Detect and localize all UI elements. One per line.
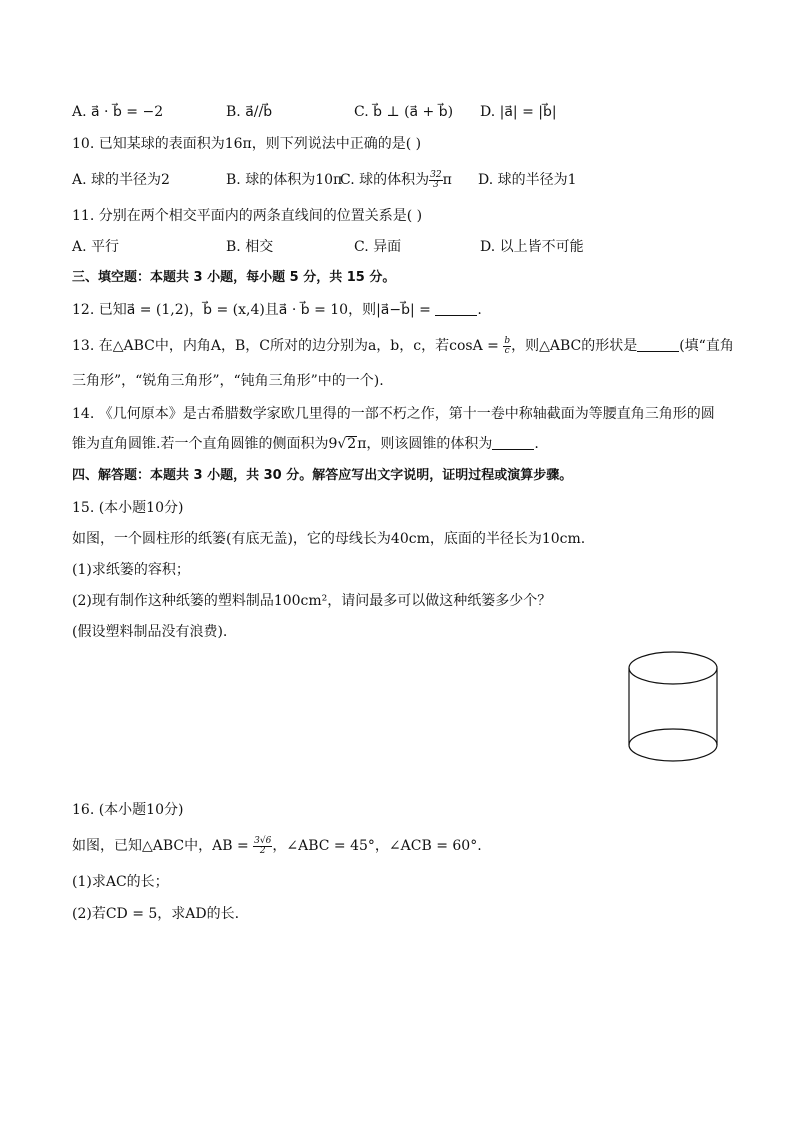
q16-part-1: (1)求AC的长； xyxy=(72,874,169,890)
q10-stem: 10. 已知某球的表面积为16π，则下列说法中正确的是( ) xyxy=(72,136,422,152)
q15-note: (假设塑料制品没有浪费). xyxy=(72,624,228,640)
q16-part-2: (2)若CD = 5，求AD的长. xyxy=(72,906,240,922)
fraction-numerator: 3√6 xyxy=(254,835,272,846)
fraction-numerator: b xyxy=(504,335,511,346)
q16-line-1 xyxy=(72,836,482,856)
q14-line-1: 14. 《几何原本》是古希腊数学家欧几里得的一部不朽之作，第十一卷中称轴截面为等腰直角三角形的圆 xyxy=(72,406,715,422)
q16-stem-b: ，∠ABC = 45°，∠ACB = 60°. xyxy=(272,838,482,854)
q11-option-a[interactable]: A. 平行 xyxy=(72,239,120,255)
q9-option-c[interactable]: C. b⃗ ⊥ (a⃗ + b⃗) xyxy=(354,104,454,120)
q12-stem: 12. 已知a⃗ = (1,2)，b⃗ = (x,4)且a⃗ · b⃗ = 10，则|a⃗−b⃗| = xyxy=(72,302,436,318)
q15-part-1: (1)求纸篓的容积； xyxy=(72,562,190,578)
q9-option-d[interactable]: D. |a⃗| = |b⃗| xyxy=(480,104,557,120)
q11-option-c[interactable]: C. 异面 xyxy=(354,239,402,255)
q10-option-b[interactable]: B. 球的体积为10π xyxy=(226,172,343,188)
fraction-denominator: c xyxy=(504,345,510,356)
q11-option-b[interactable]: B. 相交 xyxy=(226,239,274,255)
q11-stem: 11. 分别在两个相交平面内的两条直线间的位置关系是( ) xyxy=(72,208,423,224)
cylinder-figure xyxy=(624,648,724,768)
q13-fraction xyxy=(503,337,511,356)
q16-header: 16. (本小题10分) xyxy=(72,802,184,818)
q10-option-a[interactable]: A. 球的半径为2 xyxy=(72,172,170,188)
q13-stem-b: ，则△ABC的形状是 xyxy=(511,338,638,354)
q12-end: . xyxy=(477,302,482,318)
q14-sqrt-radicand: 2 xyxy=(347,436,357,452)
q14-stem-b: π，则该圆锥的体积为 xyxy=(357,436,493,452)
q15-line-1: 如图，一个圆柱形的纸篓(有底无盖)，它的母线长为40cm，底面的半径长为10cm. xyxy=(72,531,586,547)
q10-option-c-suffix: π xyxy=(442,172,452,188)
q12-text xyxy=(72,300,482,320)
q14-stem-a: 锥为直角圆锥.若一个直角圆锥的侧面积为9 xyxy=(72,436,338,452)
q10-option-c[interactable] xyxy=(340,170,452,190)
q10-option-d[interactable]: D. 球的半径为1 xyxy=(478,172,577,188)
q16-fraction xyxy=(253,837,272,856)
fraction-denominator: 2 xyxy=(259,845,266,856)
section-4-heading: 四、解答题：本题共 3 小题，共 30 分。解答应写出文字说明，证明过程或演算步骤。 xyxy=(72,468,573,483)
q10-option-c-prefix: C. 球的体积为 xyxy=(340,172,430,188)
q13-line-1 xyxy=(72,336,734,356)
q13-line-2: 三角形”，“锐角三角形”，“钝角三角形”中的一个). xyxy=(72,373,384,389)
q13-answer-blank[interactable] xyxy=(637,337,679,352)
q9-option-b[interactable]: B. a⃗//b⃗ xyxy=(226,104,273,120)
q13-stem-c: (填“直角 xyxy=(679,338,734,354)
q10-option-c-fraction xyxy=(429,171,442,190)
q16-stem-a: 如图，已知△ABC中，AB = xyxy=(72,838,254,854)
q13-stem-a: 13. 在△ABC中，内角A，B，C所对的边分别为a，b，c，若cosA = xyxy=(72,338,504,354)
q14-line-2: 锥为直角圆锥.若一个直角圆锥的侧面积为9√2π，则该圆锥的体积为 . xyxy=(72,436,539,452)
fraction-denominator: 3 xyxy=(432,179,439,190)
q11-option-d[interactable]: D. 以上皆不可能 xyxy=(480,239,584,255)
fraction-numerator: 32 xyxy=(430,169,442,180)
section-3-heading: 三、填空题：本题共 3 小题，每小题 5 分，共 15 分。 xyxy=(72,270,396,285)
q14-end: . xyxy=(534,436,539,452)
q9-option-a[interactable]: A. a⃗ · b⃗ = −2 xyxy=(72,104,164,120)
q14-answer-blank[interactable] xyxy=(492,435,534,450)
q15-part-2: (2)现有制作这种纸篓的塑料制品100cm²，请问最多可以做这种纸篓多少个？ xyxy=(72,593,552,609)
q15-header: 15. (本小题10分) xyxy=(72,500,184,516)
q12-answer-blank[interactable] xyxy=(435,301,477,316)
